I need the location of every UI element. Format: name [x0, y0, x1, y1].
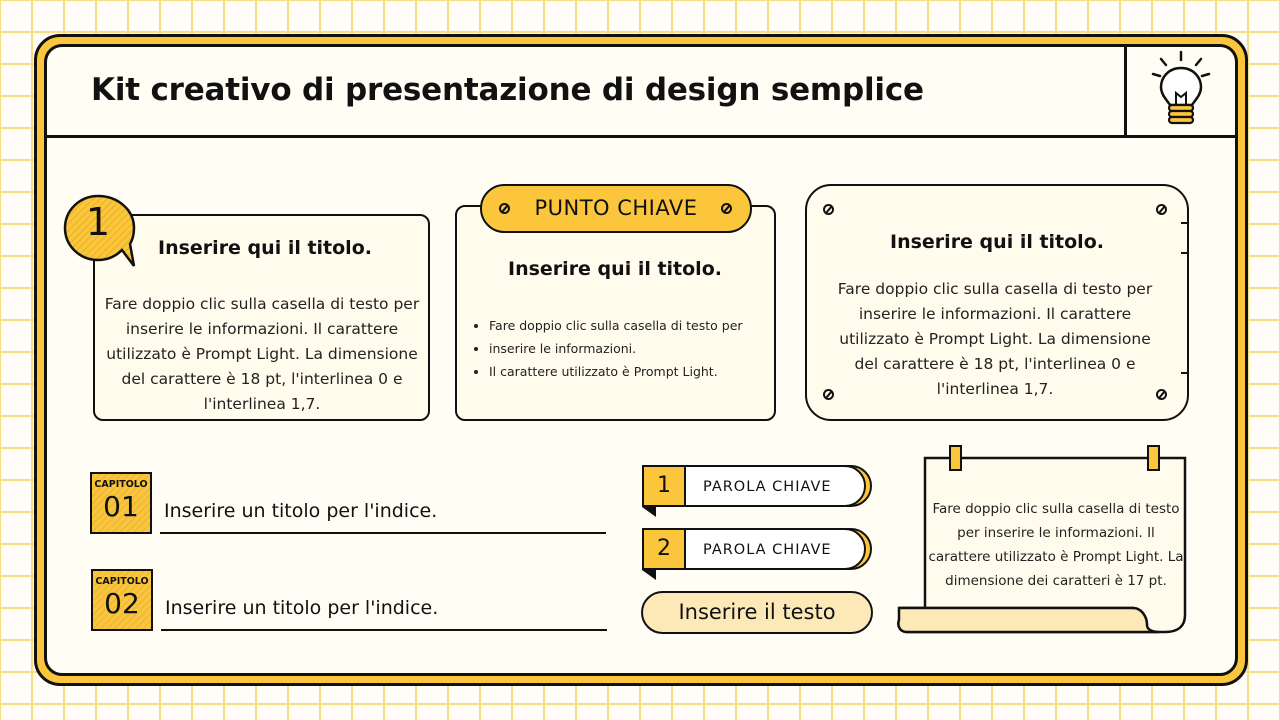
key-point-label: PUNTO CHIAVE	[534, 196, 698, 220]
card-body: Fare doppio clic sulla casella di testo per inserire le informazioni. Il carattere utilizzato è Prompt Light. La dimensione del carattere è 18 pt, l'interlinea 0 e l'interlinea 1,7.	[837, 280, 1153, 398]
card-body: Fare doppio clic sulla casella di testo per inserire le informazioni. Il carattere utilizzato è Prompt Light. La dimensione del carattere è 18 pt, l'interlinea 0 e l'interlinea 1,7.	[104, 295, 420, 413]
list-item: • Il carattere utilizzato è Prompt Light.	[489, 360, 743, 383]
header-divider	[44, 135, 1238, 138]
list-item: • inserire le informazioni.	[489, 337, 743, 360]
list-item: • Fare doppio clic sulla casella di testo per	[489, 314, 743, 337]
text-pill-button[interactable]: Inserire il testo	[641, 591, 873, 634]
screw-icon	[823, 204, 834, 215]
chapter-title[interactable]: Inserire un titolo per l'indice.	[165, 597, 439, 619]
chapter-title[interactable]: Inserire un titolo per l'indice.	[164, 500, 438, 522]
card-title: Inserire qui il titolo.	[158, 237, 372, 259]
chapter-number: 02	[104, 587, 140, 620]
tab-fold	[642, 507, 656, 517]
card-title: Inserire qui il titolo.	[508, 258, 722, 280]
scroll-body: Fare doppio clic sulla casella di testo per inserire le informazioni. Il carattere utilizzato è Prompt Light. La dimensione dei caratteri è 17 pt.	[928, 501, 1184, 589]
card-number: 1	[85, 200, 111, 244]
chapter-caption: CAPITOLO	[94, 479, 148, 490]
edge-tick	[1181, 222, 1189, 224]
keyword-number: 1	[642, 465, 686, 507]
tab-fold	[642, 570, 656, 580]
bullet-list	[475, 314, 743, 383]
keyword-label: PAROLA CHIAVE	[703, 542, 832, 558]
info-card-2[interactable]	[455, 205, 776, 421]
edge-tick	[1181, 372, 1189, 374]
edge-tick	[1181, 252, 1189, 254]
page-title: Kit creativo di presentazione di design semplice	[91, 72, 924, 108]
keyword-label: PAROLA CHIAVE	[703, 479, 832, 495]
underline	[161, 629, 607, 631]
lightbulb-icon	[1148, 50, 1214, 130]
header-icon-divider	[1124, 44, 1127, 137]
card-title: Inserire qui il titolo.	[890, 231, 1104, 253]
underline	[160, 532, 606, 534]
keyword-number: 2	[642, 528, 686, 570]
screw-icon	[1156, 204, 1167, 215]
chapter-caption: CAPITOLO	[95, 576, 149, 587]
chapter-number: 01	[103, 490, 139, 523]
